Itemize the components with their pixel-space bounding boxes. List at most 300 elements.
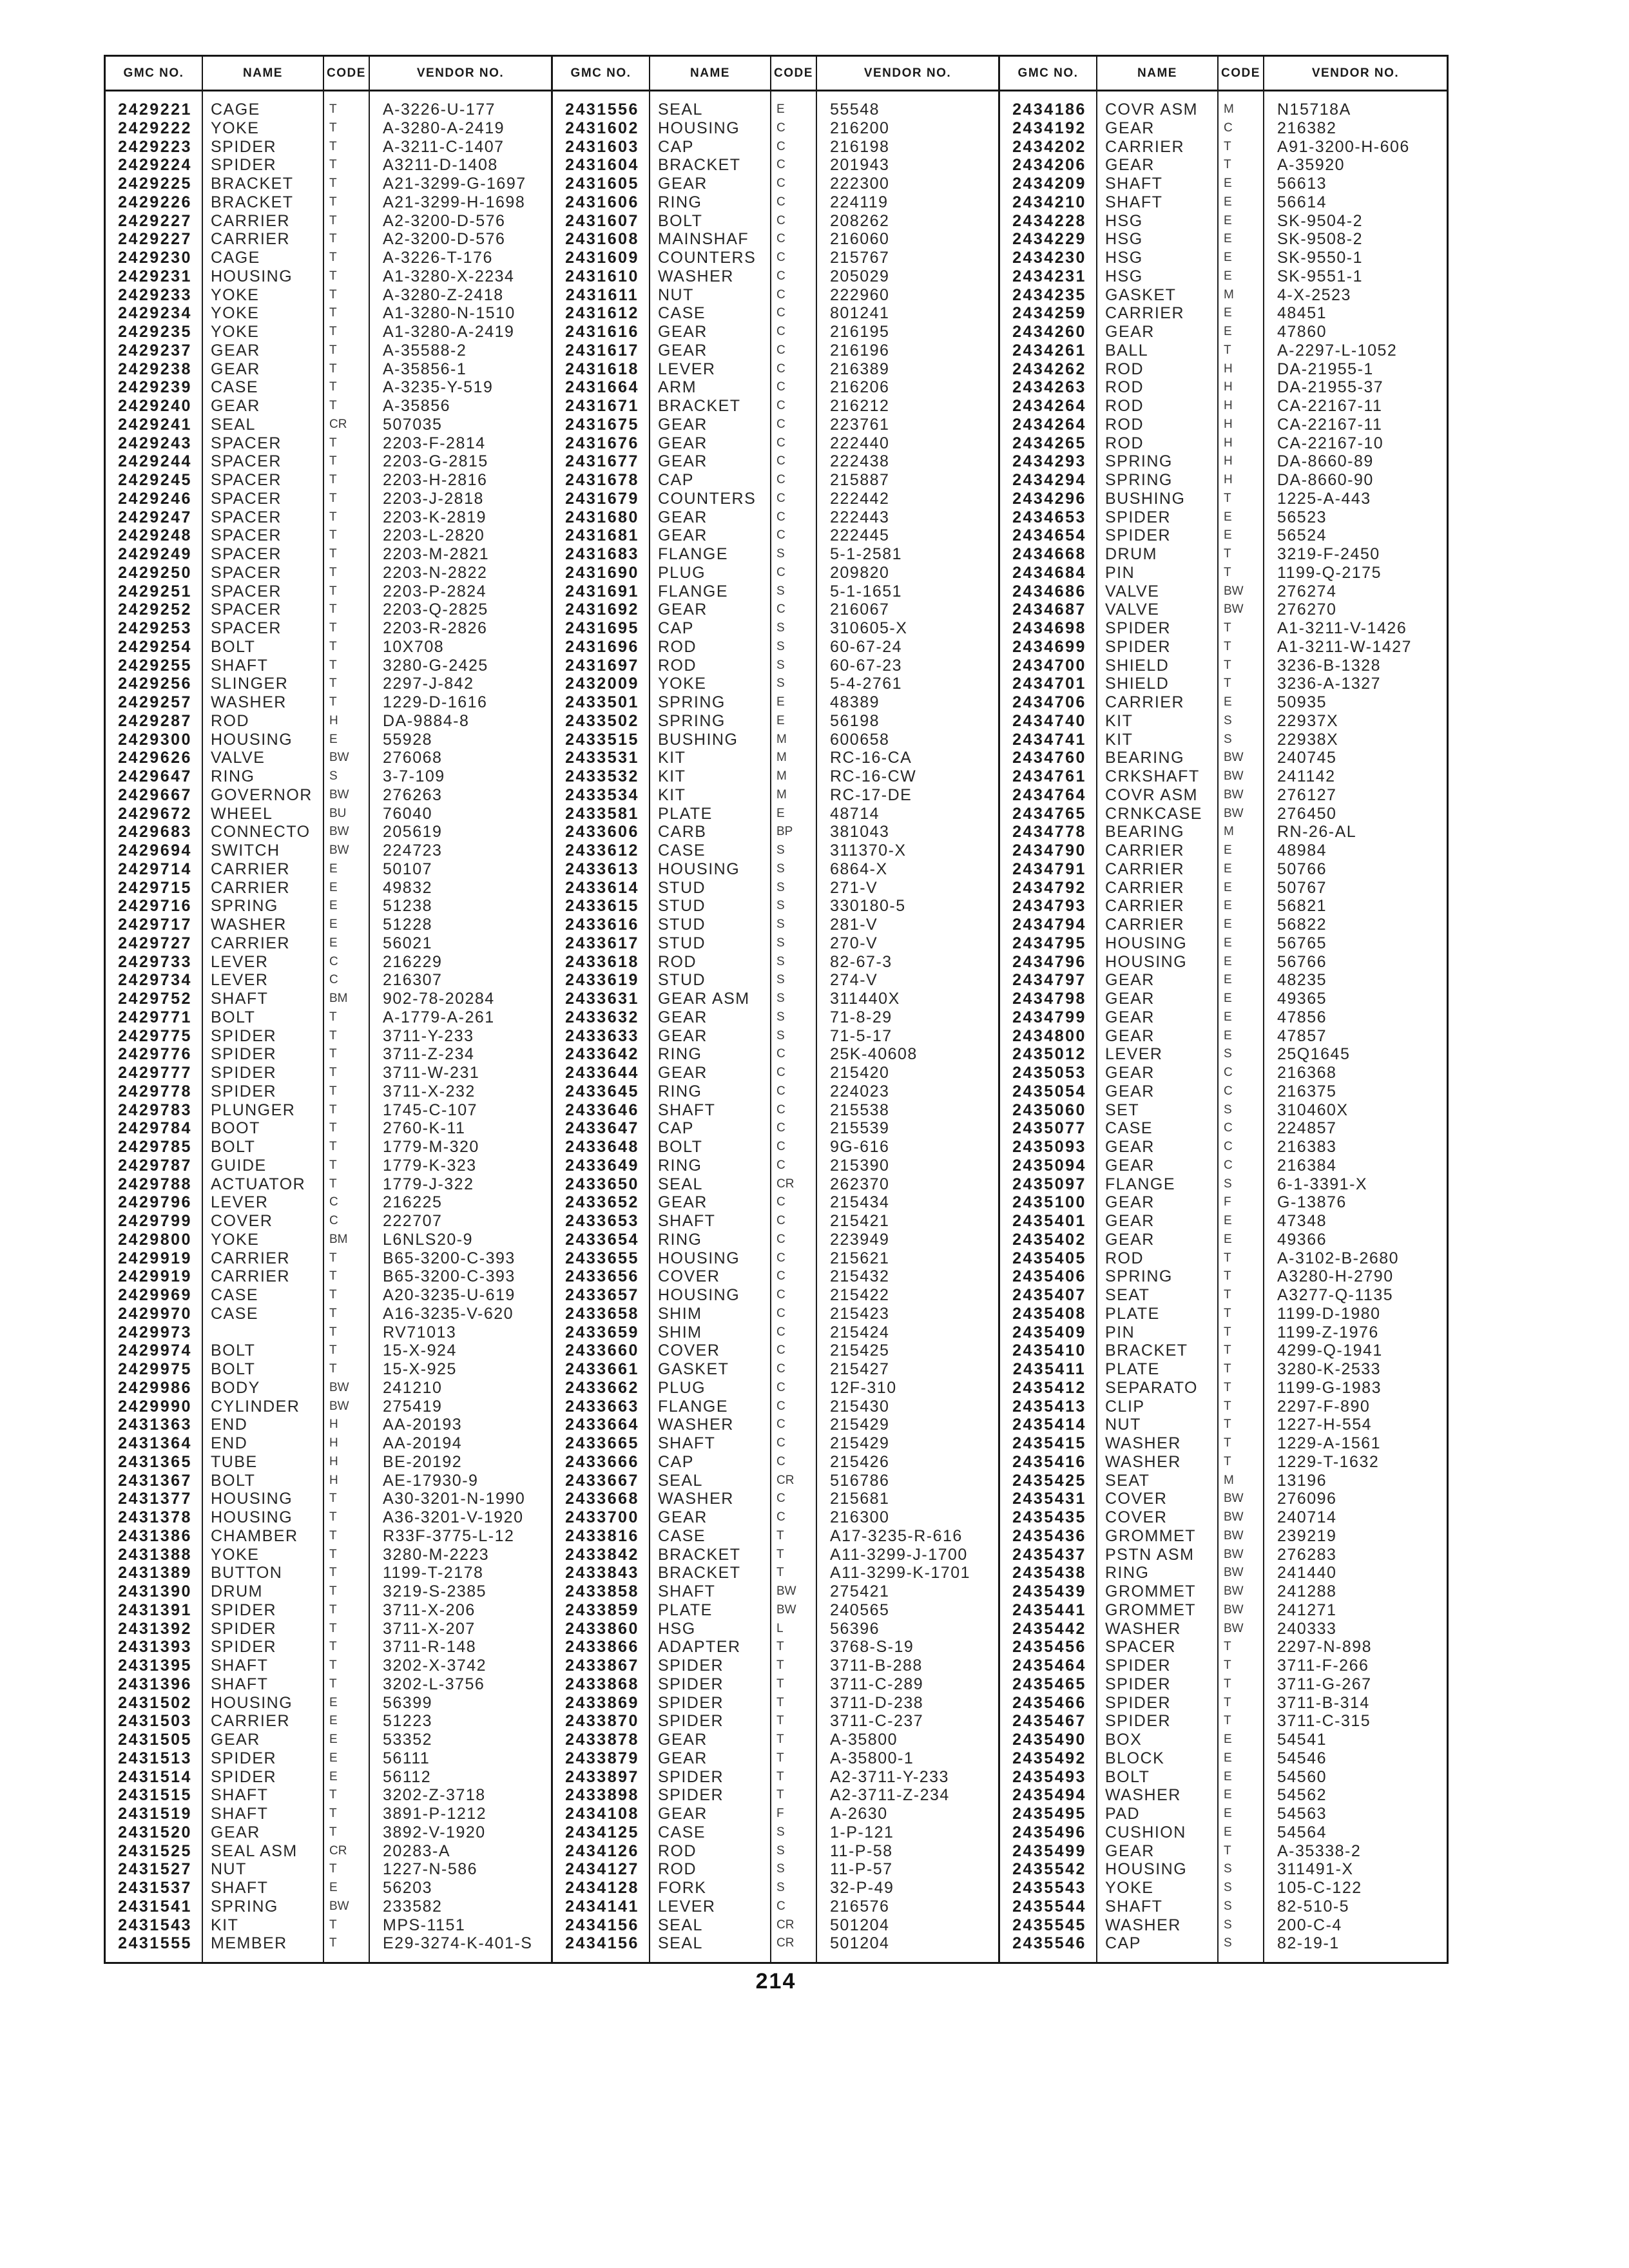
table-row xyxy=(106,1064,551,1082)
vendor-code: C xyxy=(776,1362,786,1376)
vendor-no: 3202-Z-3718 xyxy=(383,1786,486,1805)
part-name: BOLT xyxy=(658,1138,703,1156)
gmc-no: 2429249 xyxy=(118,545,192,563)
vendor-code: T xyxy=(329,454,337,468)
gmc-no: 2434797 xyxy=(1012,971,1086,990)
gmc-no: 2434186 xyxy=(1012,101,1086,119)
vendor-no: SK-9551-1 xyxy=(1277,267,1364,285)
table-row xyxy=(1000,916,1447,934)
vendor-code: T xyxy=(329,695,337,709)
table-row xyxy=(1000,1008,1447,1027)
vendor-code: T xyxy=(329,1621,337,1635)
part-name: SHAFT xyxy=(211,1879,269,1897)
vendor-no: 240745 xyxy=(1277,749,1337,767)
table-row xyxy=(1000,564,1447,582)
gmc-no: 2431363 xyxy=(118,1416,192,1434)
vendor-no: 32-P-49 xyxy=(830,1879,894,1897)
part-name: BODY xyxy=(211,1378,260,1397)
table-row xyxy=(1000,619,1447,638)
part-name: STUD xyxy=(658,897,706,916)
table-row xyxy=(106,1860,551,1879)
table-row xyxy=(106,1119,551,1138)
table-row xyxy=(553,1508,998,1527)
part-name: VALVE xyxy=(1105,601,1160,619)
part-name xyxy=(203,1323,324,1342)
gmc-no: 2431377 xyxy=(118,1490,192,1508)
vendor-code: C xyxy=(776,1084,786,1098)
table-row xyxy=(1000,1360,1447,1379)
part-name: SPIDER xyxy=(658,1767,724,1786)
vendor-code: E xyxy=(1224,954,1232,968)
part-name: SPIDER xyxy=(658,1712,724,1731)
table-row xyxy=(1000,601,1447,619)
part-name: CAP xyxy=(658,1119,694,1138)
gmc-no: 2434795 xyxy=(1012,934,1086,952)
gmc-no: 2429667 xyxy=(118,785,192,804)
table-row xyxy=(106,823,551,841)
gmc-no: 2432009 xyxy=(565,675,639,693)
part-name: SEAL xyxy=(658,1175,703,1193)
gmc-no: 2433659 xyxy=(565,1323,639,1341)
part-name: GASKET xyxy=(658,1360,729,1378)
table-row xyxy=(553,1823,998,1842)
vendor-code: T xyxy=(329,251,337,264)
part-name: HSG xyxy=(1105,267,1143,285)
vendor-no: 216576 xyxy=(830,1897,890,1916)
vendor-code: E xyxy=(1224,177,1232,190)
gmc-no: 2433632 xyxy=(565,1008,639,1026)
gmc-no: 2435416 xyxy=(1012,1452,1086,1471)
gmc-no: 2434156 xyxy=(565,1934,639,1953)
vendor-code: BW xyxy=(1224,1621,1244,1635)
part-name: SET xyxy=(1105,1100,1140,1119)
vendor-code: S xyxy=(776,954,785,968)
vendor-no: 1199-Q-2175 xyxy=(1277,563,1382,582)
vendor-code: BW xyxy=(1224,1584,1244,1598)
gmc-no: 2431541 xyxy=(118,1897,192,1916)
part-name: WASHER xyxy=(1105,1619,1181,1638)
vendor-no: 2203-H-2816 xyxy=(383,471,488,489)
part-name: BRACKET xyxy=(658,397,741,415)
vendor-no: A-35856 xyxy=(383,397,451,415)
part-name: RING xyxy=(658,1230,702,1249)
vendor-code: E xyxy=(1224,251,1232,264)
header-gmc-no: GMC NO. xyxy=(106,57,203,90)
table-row xyxy=(553,1360,998,1379)
table-row xyxy=(106,767,551,786)
table-row xyxy=(553,1731,998,1749)
vendor-code: C xyxy=(776,380,786,394)
table-row xyxy=(1000,1119,1447,1138)
vendor-code: T xyxy=(1224,1380,1231,1394)
part-name: SEAT xyxy=(1105,1286,1150,1304)
table-row xyxy=(106,1786,551,1805)
part-name: COVR ASM xyxy=(1105,101,1198,119)
vendor-code: BP xyxy=(776,825,793,839)
table-row xyxy=(1000,1879,1447,1898)
gmc-no: 2434740 xyxy=(1012,711,1086,730)
table-row xyxy=(1000,212,1447,231)
part-name: CASE xyxy=(1105,1119,1153,1138)
part-name: SHAFT xyxy=(1105,175,1163,193)
vendor-code: CR xyxy=(776,1917,795,1932)
gmc-no: 2429752 xyxy=(118,990,192,1008)
vendor-code: T xyxy=(776,1751,784,1765)
table-row xyxy=(553,767,998,786)
vendor-code: T xyxy=(329,1102,337,1117)
gmc-no: 2431365 xyxy=(118,1452,192,1471)
vendor-no: 276450 xyxy=(1277,804,1337,823)
table-row xyxy=(553,101,998,119)
gmc-no: 2434263 xyxy=(1012,378,1086,397)
vendor-no: RN-26-AL xyxy=(1277,823,1357,841)
table-row xyxy=(553,1119,998,1138)
table-row xyxy=(553,1082,998,1101)
gmc-no: 2433606 xyxy=(565,823,639,841)
vendor-code: C xyxy=(776,473,786,486)
table-row xyxy=(1000,1027,1447,1046)
part-name: SPIDER xyxy=(1105,619,1171,637)
vendor-code: T xyxy=(329,325,337,338)
table-row xyxy=(106,675,551,693)
gmc-no: 2434156 xyxy=(565,1916,639,1934)
vendor-code: T xyxy=(1224,1362,1231,1376)
gmc-no: 2435495 xyxy=(1012,1805,1086,1823)
gmc-no: 2431502 xyxy=(118,1693,192,1712)
table-row xyxy=(1000,1712,1447,1731)
part-name: CAP xyxy=(658,471,694,489)
gmc-no: 2431525 xyxy=(118,1841,192,1860)
part-name: ARM xyxy=(658,378,697,397)
table-row xyxy=(553,1805,998,1823)
vendor-no: 76040 xyxy=(383,804,433,823)
vendor-code: E xyxy=(1224,936,1232,950)
part-name: HOUSING xyxy=(211,1490,293,1508)
gmc-no: 2433633 xyxy=(565,1026,639,1045)
vendor-no: 3711-C-289 xyxy=(830,1675,924,1693)
table-row xyxy=(1000,1416,1447,1434)
part-name: SPACER xyxy=(211,526,282,545)
vendor-code: BW xyxy=(1224,769,1244,783)
gmc-no: 2435499 xyxy=(1012,1841,1086,1860)
vendor-no: 311370-X xyxy=(830,841,907,860)
gmc-no: 2435492 xyxy=(1012,1749,1086,1767)
table-row xyxy=(553,638,998,657)
part-name: MAINSHAF xyxy=(658,230,749,249)
vendor-no: SK-9550-1 xyxy=(1277,249,1364,267)
table-row xyxy=(106,1823,551,1842)
vendor-code: C xyxy=(776,343,786,357)
table-row xyxy=(1000,786,1447,805)
vendor-code: E xyxy=(329,936,338,950)
table-row xyxy=(106,1231,551,1249)
table-row xyxy=(106,1045,551,1064)
vendor-code: T xyxy=(1224,1325,1231,1339)
vendor-no: 48389 xyxy=(830,693,880,711)
vendor-code: T xyxy=(776,1714,784,1728)
vendor-no: 275421 xyxy=(830,1582,890,1600)
part-name: COUNTERS xyxy=(658,249,757,267)
gmc-no: 2433868 xyxy=(565,1675,639,1693)
table-row xyxy=(553,1620,998,1639)
table-row xyxy=(553,1193,998,1212)
table-row xyxy=(1000,1101,1447,1120)
vendor-code: E xyxy=(1224,269,1232,283)
table-row xyxy=(106,378,551,397)
vendor-no: 216196 xyxy=(830,341,890,360)
gmc-no: 2433619 xyxy=(565,971,639,990)
table-row xyxy=(1000,175,1447,193)
gmc-no: 2431515 xyxy=(118,1786,192,1805)
vendor-no: 2297-J-842 xyxy=(383,675,474,693)
vendor-code: T xyxy=(329,1788,337,1802)
vendor-no: DA-8660-89 xyxy=(1277,452,1374,471)
vendor-no: 262370 xyxy=(830,1175,890,1193)
gmc-no: 2429252 xyxy=(118,601,192,619)
table-row xyxy=(1000,731,1447,749)
gmc-no: 2431505 xyxy=(118,1731,192,1749)
table-row xyxy=(106,526,551,545)
vendor-code: T xyxy=(1224,1695,1231,1709)
vendor-no: 222442 xyxy=(830,489,890,508)
table-row xyxy=(553,545,998,564)
vendor-no: 275419 xyxy=(383,1397,443,1416)
table-row xyxy=(1000,1193,1447,1212)
vendor-no: 381043 xyxy=(830,823,890,841)
part-name: CRKSHAFT xyxy=(1105,767,1200,785)
vendor-no: RC-16-CA xyxy=(830,749,912,767)
table-row xyxy=(553,1286,998,1305)
part-name: WASHER xyxy=(658,267,734,285)
vendor-no: 233582 xyxy=(383,1897,443,1916)
vendor-code: T xyxy=(1224,639,1231,653)
gmc-no: 2433664 xyxy=(565,1416,639,1434)
part-name: HOUSING xyxy=(211,267,293,285)
vendor-code: H xyxy=(1224,436,1233,450)
gmc-no: 2431386 xyxy=(118,1526,192,1545)
part-name: NUT xyxy=(658,285,694,304)
vendor-code: H xyxy=(1224,473,1233,486)
vendor-code: S xyxy=(776,918,785,931)
gmc-no: 2431367 xyxy=(118,1471,192,1490)
gmc-no: 2433502 xyxy=(565,711,639,730)
vendor-no: 3768-S-19 xyxy=(830,1638,914,1657)
part-name: CARB xyxy=(658,823,707,841)
table-row xyxy=(1000,138,1447,157)
gmc-no: 2429256 xyxy=(118,675,192,693)
table-row xyxy=(106,1842,551,1861)
part-name: SPIDER xyxy=(211,1638,277,1657)
table-row xyxy=(553,990,998,1008)
part-name: GEAR xyxy=(1105,156,1155,175)
vendor-no: A3280-H-2790 xyxy=(1277,1267,1394,1286)
table-row xyxy=(553,823,998,841)
vendor-no: 216060 xyxy=(830,230,890,249)
vendor-code: S xyxy=(1224,1881,1232,1894)
group-rows xyxy=(106,101,551,1953)
part-name: SHAFT xyxy=(1105,193,1163,211)
vendor-code: BW xyxy=(329,1399,349,1413)
vendor-no: 223761 xyxy=(830,415,890,434)
vendor-no: 215426 xyxy=(830,1452,890,1471)
table-row xyxy=(106,990,551,1008)
part-name: RING xyxy=(658,193,702,211)
part-name: CAP xyxy=(1105,1934,1141,1953)
part-name: BRACKET xyxy=(211,175,294,193)
gmc-no: 2433860 xyxy=(565,1619,639,1638)
gmc-no: 2433667 xyxy=(565,1471,639,1490)
vendor-code: C xyxy=(776,306,786,320)
vendor-no: 56614 xyxy=(1277,193,1327,211)
vendor-code: E xyxy=(329,918,338,931)
vendor-no: E29-3274-K-401-S xyxy=(383,1934,533,1953)
table-row xyxy=(1000,1231,1447,1249)
table-row xyxy=(1000,990,1447,1008)
gmc-no: 2429224 xyxy=(118,156,192,175)
table-row xyxy=(1000,1601,1447,1620)
vendor-code: T xyxy=(1224,343,1231,357)
vendor-code: S xyxy=(776,584,785,598)
vendor-no: A2-3711-Z-234 xyxy=(830,1786,950,1805)
vendor-no: 2203-K-2819 xyxy=(383,508,487,526)
vendor-code: T xyxy=(1224,621,1231,635)
gmc-no: 2434668 xyxy=(1012,545,1086,563)
vendor-no: 600658 xyxy=(830,730,890,749)
vendor-no: 49366 xyxy=(1277,1230,1327,1249)
gmc-no: 2429246 xyxy=(118,489,192,508)
gmc-no: 2429990 xyxy=(118,1397,192,1416)
vendor-no: A-35856-1 xyxy=(383,360,467,378)
table-row xyxy=(553,1008,998,1027)
gmc-no: 2429784 xyxy=(118,1119,192,1138)
gmc-no: 2434293 xyxy=(1012,452,1086,471)
vendor-no: 215887 xyxy=(830,471,890,489)
gmc-no: 2433665 xyxy=(565,1434,639,1452)
vendor-no: 56203 xyxy=(383,1879,433,1897)
gmc-no: 2435439 xyxy=(1012,1582,1086,1600)
vendor-no: CA-22167-10 xyxy=(1277,434,1384,452)
part-name: GEAR xyxy=(211,341,260,360)
vendor-no: 215767 xyxy=(830,249,890,267)
vendor-no: 281-V xyxy=(830,916,878,934)
table-row xyxy=(106,1879,551,1898)
part-name: SEAL ASM xyxy=(211,1841,298,1860)
table-row xyxy=(106,360,551,379)
table-row xyxy=(553,119,998,138)
table-row xyxy=(553,1582,998,1601)
vendor-no: 47856 xyxy=(1277,1008,1327,1026)
header-group-3 xyxy=(1000,57,1447,90)
vendor-no: 22937X xyxy=(1277,711,1339,730)
vendor-no: 2760-K-11 xyxy=(383,1119,466,1138)
gmc-no: 2433897 xyxy=(565,1767,639,1786)
vendor-no: 15-X-925 xyxy=(383,1360,457,1378)
table-row xyxy=(1000,471,1447,490)
gmc-no: 2435414 xyxy=(1012,1416,1086,1434)
table-row xyxy=(106,1508,551,1527)
vendor-no: SK-9504-2 xyxy=(1277,211,1364,230)
gmc-no: 2429919 xyxy=(118,1267,192,1286)
vendor-code: C xyxy=(776,1214,786,1227)
table-row xyxy=(553,657,998,675)
part-name: WHEEL xyxy=(211,804,273,823)
part-name: CRNKCASE xyxy=(1105,804,1202,823)
vendor-no: DA-9884-8 xyxy=(383,711,470,730)
part-name: PLUG xyxy=(658,563,706,582)
vendor-code: T xyxy=(329,177,337,190)
gmc-no: 2431611 xyxy=(565,285,639,304)
part-name: CAGE xyxy=(211,249,260,267)
part-name: RING xyxy=(1105,1564,1150,1582)
part-name: END xyxy=(211,1434,248,1452)
vendor-no: 82-510-5 xyxy=(1277,1897,1350,1916)
gmc-no: 2434653 xyxy=(1012,508,1086,526)
vendor-no: AE-17930-9 xyxy=(383,1471,479,1490)
gmc-no: 2434202 xyxy=(1012,137,1086,156)
vendor-code: F xyxy=(1224,1195,1231,1209)
table-row xyxy=(106,434,551,453)
vendor-code: E xyxy=(1224,1214,1232,1227)
part-name: SPIDER xyxy=(211,1082,277,1100)
vendor-no: 216368 xyxy=(1277,1064,1337,1082)
gmc-no: 2434206 xyxy=(1012,156,1086,175)
gmc-no: 2433613 xyxy=(565,860,639,878)
part-name: SPIDER xyxy=(1105,1675,1171,1693)
table-row xyxy=(1000,1434,1447,1453)
gmc-no: 2431697 xyxy=(565,656,639,675)
gmc-no: 2435054 xyxy=(1012,1082,1086,1100)
vendor-no: 216229 xyxy=(383,952,443,971)
gmc-no: 2429771 xyxy=(118,1008,192,1026)
part-name: BOLT xyxy=(211,1341,256,1360)
vendor-code: C xyxy=(776,361,786,376)
table-row xyxy=(106,1601,551,1620)
gmc-no: 2435546 xyxy=(1012,1934,1086,1953)
gmc-no: 2433653 xyxy=(565,1212,639,1230)
vendor-code: C xyxy=(776,1140,786,1153)
gmc-no: 2435494 xyxy=(1012,1786,1086,1805)
table-row xyxy=(553,1546,998,1564)
vendor-code: S xyxy=(1224,1047,1232,1061)
gmc-no: 2435544 xyxy=(1012,1897,1086,1916)
vendor-no: AA-20194 xyxy=(383,1434,463,1452)
table-row xyxy=(1000,490,1447,508)
gmc-no: 2434701 xyxy=(1012,675,1086,693)
part-name: FLANGE xyxy=(1105,1175,1176,1193)
part-name: ROD xyxy=(1105,434,1144,452)
gmc-no: 2429247 xyxy=(118,508,192,526)
vendor-no: A1-3280-N-1510 xyxy=(383,304,516,323)
part-name: HOUSING xyxy=(211,730,293,749)
vendor-code: CR xyxy=(776,1473,795,1487)
gmc-no: 2435097 xyxy=(1012,1175,1086,1193)
vendor-code: E xyxy=(329,1714,338,1728)
part-name: SPIDER xyxy=(211,156,277,175)
table-row xyxy=(1000,675,1447,693)
part-name: GEAR xyxy=(211,1823,260,1841)
vendor-no: 222960 xyxy=(830,285,890,304)
gmc-no: 2434792 xyxy=(1012,878,1086,897)
part-name: GEAR xyxy=(1105,323,1155,341)
table-row xyxy=(106,1416,551,1434)
part-name: SEAL xyxy=(658,101,703,119)
gmc-no: 2431612 xyxy=(565,304,639,323)
vendor-code: E xyxy=(1224,899,1232,913)
part-name: BOX xyxy=(1105,1731,1142,1749)
vendor-code: C xyxy=(776,1510,786,1524)
vendor-code: T xyxy=(329,1251,337,1265)
vendor-no: 51223 xyxy=(383,1712,433,1731)
